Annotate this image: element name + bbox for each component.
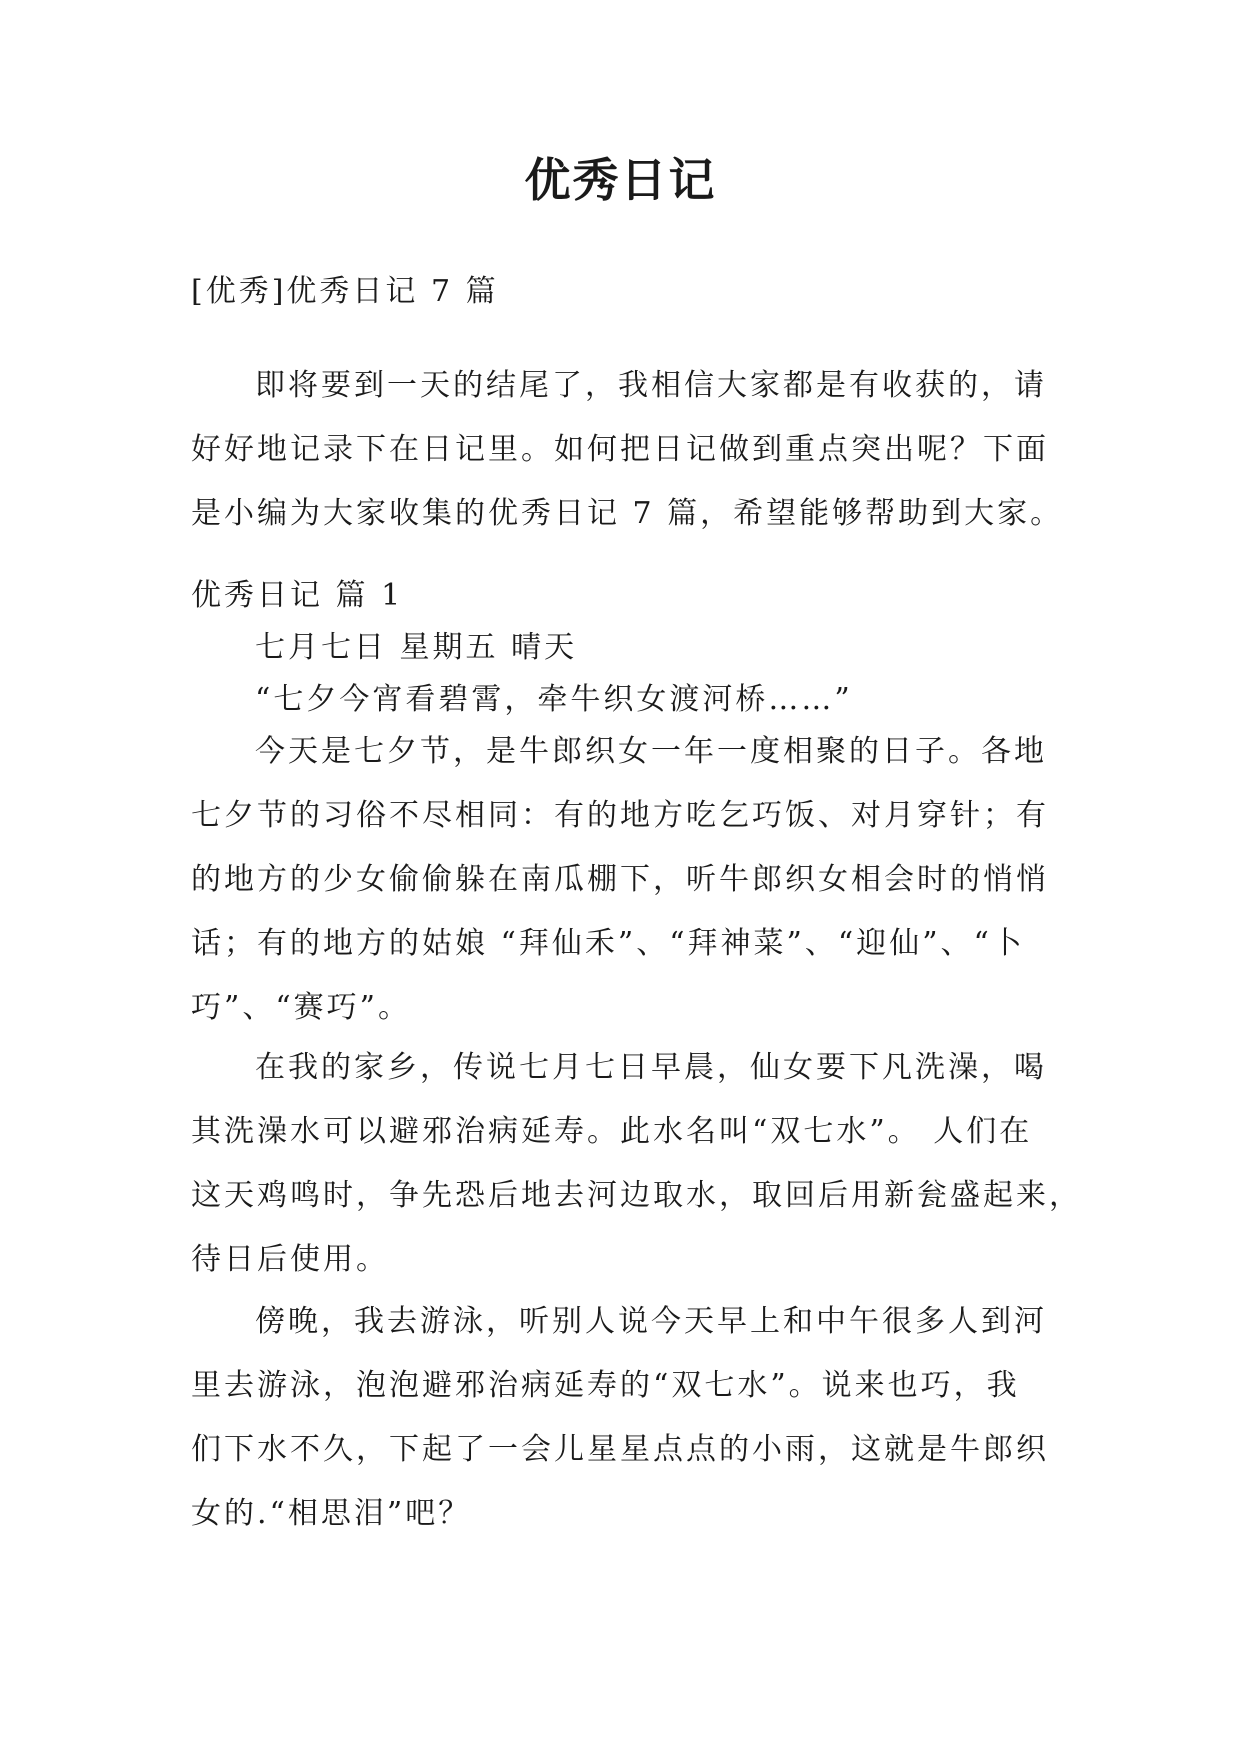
paragraph-2 <box>191 1036 1082 1292</box>
paragraph-line: 女的.“相思泪”吧？ <box>191 1496 472 1531</box>
document-subtitle <box>191 260 1051 324</box>
document-title: 优秀日记 <box>524 153 717 207</box>
paragraph-line: 们下水不久，下起了一会儿星星点点的小雨，这就是牛郎织 <box>191 1432 1049 1467</box>
paragraph-line: 在我的家乡，传说七月七日早晨，仙女要下凡洗澡，喝 <box>255 1050 1047 1085</box>
intro-line: 好好地记录下在日记里。如何把日记做到重点突出呢？下面 <box>191 432 1049 467</box>
intro-line: 即将要到一天的结尾了，我相信大家都是有收获的，请 <box>255 368 1047 403</box>
paragraph-line: 其洗澡水可以避邪治病延寿。此水名叫“双七水”。 人们在 <box>191 1114 1033 1149</box>
paragraph-line: 巧”、“赛巧”。 <box>191 990 412 1025</box>
paragraph-line: 傍晚，我去游泳，听别人说今天早上和中午很多人到河 <box>255 1304 1047 1339</box>
date-line-text: 七月七日 星期五 晴天 <box>255 630 578 665</box>
paragraph-line: 今天是七夕节，是牛郎织女一年一度相聚的日子。各地 <box>255 734 1047 769</box>
subtitle-line: [优秀]优秀日记 7 篇 <box>191 274 499 309</box>
paragraph-line: 话；有的地方的姑娘 “拜仙禾”、“拜神菜”、“迎仙”、“卜 <box>191 926 1025 961</box>
paragraph-line: 待日后使用。 <box>191 1242 389 1277</box>
paragraph-line: 七夕节的习俗不尽相同：有的地方吃乞巧饭、对月穿针；有 <box>191 798 1049 833</box>
quote-text: “七夕今宵看碧霄，牵牛织女渡河桥……” <box>255 682 853 717</box>
paragraph-line: 里去游泳，泡泡避邪治病延寿的“双七水”。说来也巧，我 <box>191 1368 1020 1403</box>
paragraph-line: 的地方的少女偷偷躲在南瓜棚下，听牛郎织女相会时的悄悄 <box>191 862 1049 897</box>
paragraph-3 <box>191 1290 1051 1546</box>
section-heading-text: 优秀日记 篇 1 <box>191 578 404 613</box>
paragraph-line: 这天鸡鸣时，争先恐后地去河边取水，取回后用新瓮盛起来， <box>191 1178 1082 1213</box>
intro-paragraph <box>191 354 1064 546</box>
intro-line: 是小编为大家收集的优秀日记 7 篇，希望能够帮助到大家。 <box>191 496 1064 531</box>
paragraph-1 <box>191 720 1051 1040</box>
